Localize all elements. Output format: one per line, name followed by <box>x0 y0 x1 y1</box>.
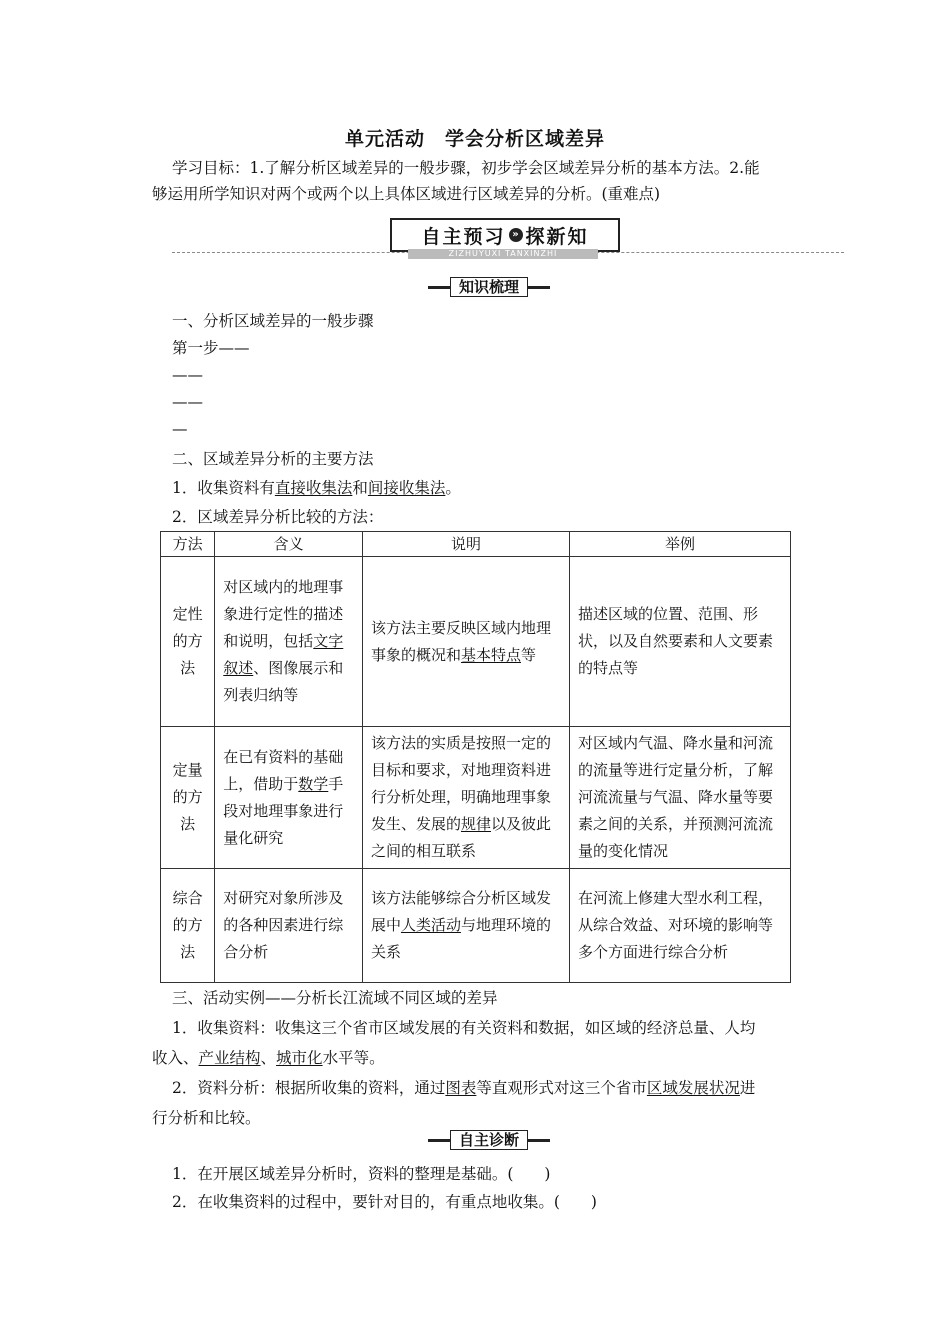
answer-urbanization: 城市化 <box>276 1049 323 1067</box>
table-header-row <box>161 532 791 557</box>
meaning-text: 在已有资料的基础上，借助于 <box>223 747 344 793</box>
answer-basic-features: 基本特点 <box>460 645 521 664</box>
chip-right-bar <box>528 1139 550 1142</box>
cell-example: 在河流上修建大型水利工程，从综合效益、对环境的影响等多个方面进行综合分析 <box>569 869 790 983</box>
meaning-text: 对区域内的地理事象进行定性的描述和说明，包括 <box>223 578 344 650</box>
question-2: 2．在收集资料的过程中，要针对目的，有重点地收集。( ) <box>172 1193 597 1211</box>
explain-text-end: 与地理环境的关系 <box>370 916 551 961</box>
table-row <box>161 727 791 869</box>
section-steps <box>172 308 374 443</box>
explain-text: 该方法的实质是按照一定的目标和要求，对地理资料进行分析处理，明确地理事象发生、发展的 <box>370 734 551 833</box>
step-4: — <box>172 420 188 438</box>
banner-subtitle: ZIZHUYUXI TANXINZHI <box>408 249 598 259</box>
header-method: 方法 <box>161 532 215 557</box>
header-example: 举例 <box>569 532 790 557</box>
cell-example: 对区域内气温、降水量和河流的流量等进行定量分析，了解河流流量与气温、降水量等要素之间的关系，并预测河流流量的变化情况 <box>569 727 790 869</box>
objectives-line-2: 够运用所学知识对两个或两个以上具体区域进行区域差异的分析。(重难点) <box>152 185 661 203</box>
cell-explain <box>362 557 569 727</box>
section-methods <box>172 445 461 532</box>
cell-meaning: 对研究对象所涉及的各种因素进行综合分析 <box>215 869 363 983</box>
cell-meaning <box>215 557 363 727</box>
table-row <box>161 869 791 983</box>
step-1: 第一步—— <box>172 339 250 357</box>
activity-p2-line2: 行分析和比较。 <box>152 1109 261 1127</box>
learning-objectives <box>152 155 822 207</box>
activity-p2-line1 <box>172 1073 832 1103</box>
activity-heading: 三、活动实例——分析长江流域不同区域的差异 <box>172 989 498 1007</box>
methods-item-1 <box>172 474 461 503</box>
chip-left-bar <box>428 1139 450 1142</box>
p2-mid: 等直观形式对这三个省市 <box>476 1079 647 1097</box>
table-row <box>161 557 791 727</box>
cell-method: 定量的方法 <box>161 727 215 869</box>
meaning-text-end: 手段对地理事象进行量化研究 <box>223 774 344 847</box>
activity-p1-line1: 1．收集资料：收集这三个省市区域发展的有关资料和数据，如区域的经济总量、人均 <box>172 1019 756 1037</box>
answer-charts: 图表 <box>445 1079 477 1097</box>
item1-and: 和 <box>352 479 368 497</box>
page-title: 单元活动 学会分析区域差异 <box>344 128 605 150</box>
diagnosis-questions <box>172 1160 597 1216</box>
answer-indirect-collection: 间接收集法 <box>367 479 446 497</box>
activity-p1-line2 <box>152 1043 832 1073</box>
chip-knowledge <box>428 276 550 298</box>
p1-end: 水平等。 <box>322 1049 385 1067</box>
answer-industry-structure: 产业结构 <box>198 1049 261 1067</box>
p2-text: 2．资料分析：根据所收集的资料，通过 <box>172 1079 446 1097</box>
answer-law: 规律 <box>460 815 491 833</box>
chip-left-bar <box>428 286 450 289</box>
banner-left-text: 自主预习 <box>421 225 506 248</box>
cell-explain <box>362 727 569 869</box>
meaning-text-end: 、图像展示和列表归纳等 <box>223 659 344 704</box>
section-banner <box>390 218 616 258</box>
methods-heading: 二、区域差异分析的主要方法 <box>172 450 374 468</box>
item1-end: 。 <box>445 479 461 497</box>
answer-text-narration: 文字叙述 <box>223 632 344 677</box>
p1-sep: 、 <box>260 1049 277 1067</box>
methods-table <box>160 531 791 983</box>
chip-right-bar <box>528 286 550 289</box>
chip-label: 知识梳理 <box>450 277 528 297</box>
p2-end: 进 <box>739 1079 756 1097</box>
cell-meaning <box>215 727 363 869</box>
cell-method: 综合的方法 <box>161 869 215 983</box>
explain-text-end: 以及彼此之间的相互联系 <box>370 815 551 860</box>
explain-text: 该方法能够综合分析区域发展中 <box>370 889 551 934</box>
answer-human-activity: 人类活动 <box>400 916 461 934</box>
step-3: —— <box>172 393 203 411</box>
banner-box <box>390 218 620 252</box>
question-1: 1．在开展区域差异分析时，资料的整理是基础。( ) <box>172 1165 551 1183</box>
cell-method: 定性的方法 <box>161 557 215 727</box>
answer-mathematics: 数学 <box>298 774 329 793</box>
p1-text: 收入、 <box>152 1049 199 1067</box>
methods-item-2: 2．区域差异分析比较的方法： <box>172 508 384 526</box>
cell-example: 描述区域的位置、范围、形状，以及自然要素和人文要素的特点等 <box>569 557 790 727</box>
banner-right-text: 探新知 <box>525 225 589 248</box>
section-activity <box>152 983 832 1133</box>
header-explain: 说明 <box>362 532 569 557</box>
item1-text: 1．收集资料有 <box>172 479 275 497</box>
answer-development-status: 区域发展状况 <box>646 1079 740 1097</box>
chip-self-diagnosis <box>428 1129 550 1151</box>
answer-direct-collection: 直接收集法 <box>274 479 353 497</box>
double-arrow-icon: » <box>509 228 523 242</box>
header-meaning: 含义 <box>215 532 363 557</box>
steps-heading: 一、分析区域差异的一般步骤 <box>172 312 374 330</box>
explain-text: 该方法主要反映区域内地理事象的概况和 <box>370 618 551 664</box>
explain-text-end: 等 <box>520 645 536 664</box>
step-2: —— <box>172 366 203 384</box>
objectives-line-1: 学习目标：1.了解分析区域差异的一般步骤，初步学会区域差异分析的基本方法。2.能 <box>172 159 760 177</box>
chip-label: 自主诊断 <box>450 1130 528 1150</box>
cell-explain <box>362 869 569 983</box>
